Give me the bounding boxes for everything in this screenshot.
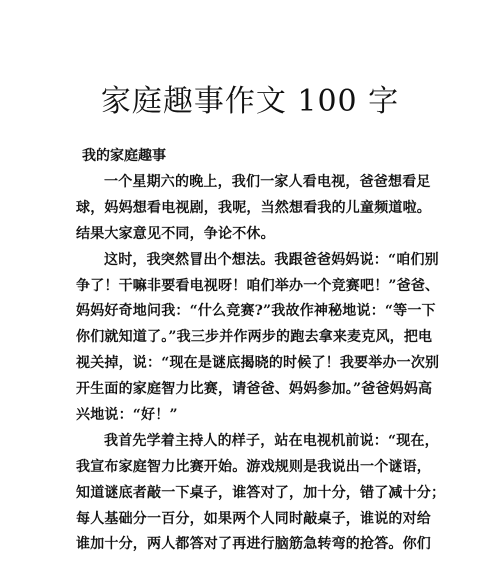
essay-subtitle: 我的家庭趣事 xyxy=(82,148,166,164)
essay-line: 结果大家意见不同，争论不休。 xyxy=(76,225,275,242)
essay-body xyxy=(76,170,446,558)
document-title: 家庭趣事作文 100 字 xyxy=(100,84,400,119)
essay-line: 兴地说：“好！” xyxy=(76,407,178,424)
essay-line: 视关掉，说：“现在是谜底揭晓的时候了！我要举办一次别 xyxy=(76,355,440,372)
essay-line: 球，妈妈想看电视剧，我呢，当然想看我的儿童频道啦。 xyxy=(76,199,431,216)
essay-line: 每人基础分一百分，如果两个人同时敲桌子，谁说的对给 xyxy=(76,510,431,527)
essay-line: 妈妈好奇地问我：“什么竞赛?”我故作神秘地说：“等一下 xyxy=(76,303,436,320)
essay-line: 这时，我突然冒出个想法。我跟爸爸妈妈说：“咱们别 xyxy=(104,251,439,268)
essay-line: 你们就知道了。”我三步并作两步的跑去拿来麦克风，把电 xyxy=(76,329,433,346)
essay-line: 开生面的家庭智力比赛，请爸爸、妈妈参加。”爸爸妈妈高 xyxy=(76,381,433,398)
essay-line: 我宣布家庭智力比赛开始。游戏规则是我说出一个谜语， xyxy=(76,458,431,475)
essay-line: 知道谜底者敲一下桌子，谁答对了，加十分，错了减十分； xyxy=(76,484,446,501)
essay-line: 我首先学着主持人的样子，站在电视机前说：“现在， xyxy=(104,432,439,449)
essay-line: 争了！干嘛非要看电视呀！咱们举办一个竞赛吧！”爸爸、 xyxy=(76,277,440,294)
essay-line: 一个星期六的晚上，我们一家人看电视，爸爸想看足 xyxy=(104,174,431,190)
essay-line: 谁加十分，两人都答对了再进行脑筋急转弯的抢答。你们 xyxy=(76,536,431,553)
